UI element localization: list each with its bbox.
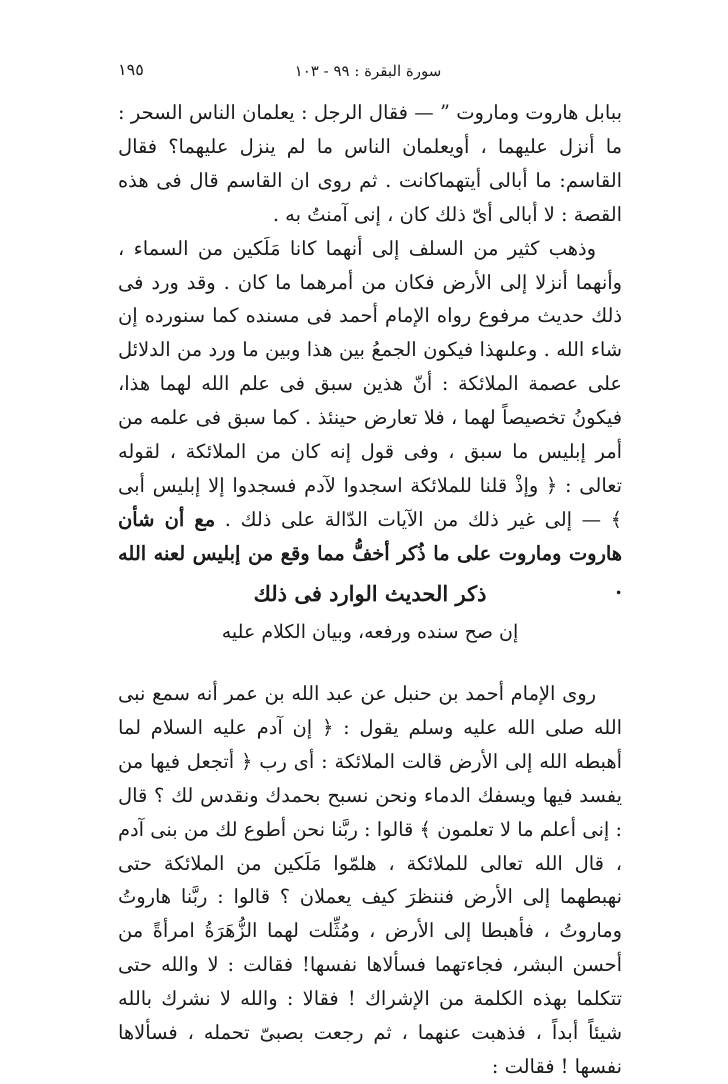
section-text: [118, 677, 622, 1084]
page-number: ١٩٥: [118, 60, 144, 79]
main-text: [118, 96, 622, 605]
page-header: [118, 58, 618, 88]
paragraph: [118, 232, 622, 605]
paragraph: روى الإمام أحمد بن حنبل عن عبد الله بن عمر أنه سمع نبى الله صلى الله عليه وسلم يقول : ﴿ إن آدم عليه السلام لما أهبطه الله إلى الأرض قالت الملائكة : أى رب ﴿ أتجعل فيها من يفسد فيها ويسفك الدماء ونحن نسبح بحمدك ونقدس لك ؟ قال : إنى أعلم ما لا تعلمون ﴾ قالوا : ربَّنا نحن أطوع لك من بنى آدم ، قال الله تعالى للملائكة ، هلمّوا مَلَكين من الملائكة حتى نهبطهما إلى الأرض فننظرَ كيف يعملان ؟ قالوا : ربَّنا هاروتُ وماروتُ ، فأهبطا إلى الأرض ، ومُثِّلت لهما الزُّهَرَةُ امرأةً من أحسن البشر، فجاءتهما فسألاها نفسها! فقالت : لا والله حتى تتكلما بهذه الكلمة من الإشراك ! فقالا : والله لا نشرك بالله شيئاً أبداً ، فذهبت عنهما ، ثم رجعت بصبىّ تحمله ، فسألاها نفسها ! فقالت :: [118, 682, 622, 1078]
section-subtitle: إن صح سنده ورفعه، وبيان الكلام عليه: [221, 621, 519, 643]
paragraph-text: وذهب كثير من السلف إلى أنهما كانا مَلَكين من السماء ، وأنهما أنزلا إلى الأرض فكان من أمرهما ما كان . وقد ورد فى ذلك حديث مرفوع رواه الإمام أحمد فى مسنده كما سنورده إن شاء الله . وعلىهذا فيكون الجمعُ بين هذا وبين ما ورد من الدلائل على عصمة الملائكة : أنّ هذين سبق فى علم الله لهما هذا، فيكونُ تخصيصاً لهما ، فلا تعارض حينئذ . كما سبق فى علمه من أمر إبليس ما سبق ، وفى قول إنه كان من الملائكة ، لقوله تعالى : ﴿ وإذْ قلنا للملائكة اسجدوا لآدم فسجدوا إلا إبليس أبى ﴾ — إلى غير ذلك من الآيات الدّالة على ذلك .: [118, 236, 622, 531]
section-title: ذكر الحديث الوارد فى ذلك: [253, 581, 487, 606]
paragraph: ببابل هاروت وماروت ” — فقال الرجل : يعلمان الناس السحر : ما أنزل عليهما ، أويعلمان الناس ما لم ينزل عليهما؟ فقال القاسم: ما أبالى أيتهماكانت . ثم روى ان القاسم قال فى هذه القصة : لا أبالى أىّ ذلك كان ، إنى آمنتُ به .: [118, 101, 622, 226]
running-head: سورة البقرة : ٩٩ - ١٠٣: [294, 62, 442, 80]
paragraph-bold-text: مع أن شأن هاروت وماروت على ما ذُكر أخفُّ مما وقع من إبليس لعنه الله .: [118, 507, 622, 599]
